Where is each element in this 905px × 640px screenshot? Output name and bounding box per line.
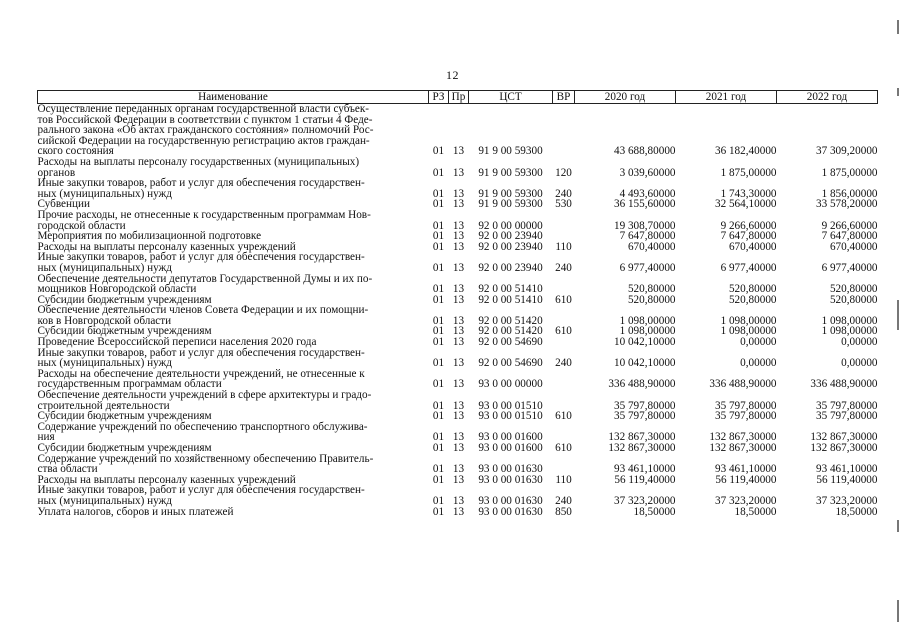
cell-y2020: 132 867,30000 [608, 442, 676, 454]
row-name-line: Содержание учреждений по хозяйственному обеспечению Правитель- [37, 452, 374, 465]
cell-pr: 13 [452, 261, 465, 274]
cell-y2020: 36 155,60000 [613, 198, 676, 211]
cell-rz: 01 [432, 198, 445, 211]
cell-y2020: 19 308,70000 [613, 219, 676, 232]
header-rz: РЗ [429, 91, 449, 104]
cell-cst: 91 9 00 59300 [478, 166, 543, 179]
cell-y2020: 18,50000 [633, 505, 676, 518]
header-cst: ЦСТ [469, 91, 553, 104]
row-name [38, 422, 429, 443]
cell-y2020: 132 867,30000 [608, 431, 676, 444]
cell-vr: 530 [555, 198, 572, 211]
cell-rz: 01 [432, 283, 445, 296]
cell-cst: 92 0 00 23940 [478, 230, 543, 243]
row-name-line: ков в Новгородской области [37, 314, 172, 327]
cell-y2022: 35 797,80000 [815, 399, 878, 412]
cell-y2021: 132 867,30000 [709, 431, 777, 444]
cell-y2020: 3 039,60000 [619, 166, 676, 179]
row-name [38, 210, 429, 231]
scan-edge-marks [885, 0, 899, 640]
cell-y2020: 56 119,40000 [614, 473, 676, 486]
cell-y2022: 520,80000 [829, 283, 878, 296]
cell-pr: 13 [452, 473, 465, 486]
header-name: Наименование [38, 91, 429, 104]
cell-cst: 92 0 00 51420 [478, 325, 543, 338]
cell-cst: 92 0 00 54690 [478, 357, 543, 370]
row-name [38, 252, 429, 273]
cell-vr [553, 274, 575, 295]
cell-y2021: 1 098,00000 [720, 314, 777, 327]
cell-y2020: 6 977,40000 [619, 261, 676, 274]
cell-pr: 13 [452, 399, 465, 412]
row-name-line: Мероприятия по мобилизационной подготовке [37, 230, 262, 243]
cell-rz: 01 [432, 187, 445, 200]
cell-rz: 01 [432, 314, 445, 327]
table-row [38, 252, 878, 273]
cell-rz: 01 [432, 463, 445, 476]
cell-y2022: 18,50000 [835, 505, 878, 518]
cell-cst: 91 9 00 59300 [478, 187, 543, 200]
cell-cst: 92 0 00 51420 [478, 314, 543, 327]
row-name [38, 485, 429, 506]
row-name-line: государственным программам области [37, 378, 222, 391]
row-name [38, 157, 429, 178]
cell-rz: 01 [432, 261, 445, 274]
cell-rz: 01 [432, 505, 445, 518]
row-name-line: Субвенции [37, 198, 90, 211]
cell-y2022: 0,00000 [841, 357, 878, 370]
cell-y2021: 0,00000 [740, 357, 777, 370]
cell-y2021: 1 743,30000 [720, 187, 777, 200]
row-name-line: Обеспечение деятельности депутатов Государственной Думы и их по- [37, 272, 373, 285]
row-name [38, 507, 429, 518]
cell-y2022: 33 578,20000 [815, 198, 878, 211]
cell-pr: 13 [452, 463, 465, 476]
page-number: 12 [446, 68, 459, 82]
row-name-line: Содержание учреждений по обеспечению транспортного обслужива- [37, 420, 368, 433]
row-name [38, 443, 429, 454]
table-row [38, 348, 878, 369]
cell-pr: 13 [452, 145, 465, 158]
cell-y2022: 520,80000 [829, 293, 878, 306]
row-name-line: рального закона «Об актах гражданского состояния» полномочий Рос- [37, 124, 374, 137]
table-row [38, 210, 878, 231]
cell-vr: 110 [555, 473, 572, 486]
cell-rz: 01 [432, 494, 445, 507]
row-name-line: ства области [37, 463, 98, 476]
cell-pr: 13 [452, 314, 465, 327]
cell-pr: 13 [452, 357, 465, 370]
header-vr: ВР [553, 91, 575, 104]
cell-y2021: 1 098,00000 [720, 325, 777, 338]
cell-vr: 850 [555, 505, 572, 518]
cell-y2021: 56 119,40000 [715, 473, 777, 486]
row-name-line: сийской Федерации на государственную регистрацию актов граждан- [37, 134, 370, 147]
cell-cst: 92 0 00 00000 [478, 219, 543, 232]
cell-rz: 01 [432, 166, 445, 179]
cell-vr: 240 [555, 494, 572, 507]
cell-y2020: 520,80000 [627, 283, 676, 296]
cell-y2021: 336 488,90000 [709, 378, 777, 391]
cell-y2022: 93 461,10000 [815, 463, 878, 476]
cell-rz: 01 [432, 240, 445, 253]
cell-y2021: 132 867,30000 [709, 442, 777, 454]
cell-y2022: 37 323,20000 [815, 494, 878, 507]
table-row [38, 485, 878, 506]
row-name-line: Прочие расходы, не отнесенные к государственным программам Нов- [37, 208, 371, 221]
cell-y2022: 670,40000 [829, 240, 878, 253]
cell-y2021: 6 977,40000 [720, 261, 777, 274]
cell-y2021: 9 266,60000 [720, 219, 777, 232]
cell-pr: 13 [452, 293, 465, 306]
cell-y2021: 18,50000 [734, 505, 777, 518]
cell-vr: 610 [555, 410, 572, 423]
cell-y2021: 35 797,80000 [714, 410, 777, 423]
cell-cst: 92 0 00 23940 [478, 240, 543, 253]
header-pr: Пр [449, 91, 469, 104]
cell-pr: 13 [452, 378, 465, 391]
cell-y2021: 37 323,20000 [714, 494, 777, 507]
cell-cst: 92 0 00 51410 [478, 283, 543, 296]
cell-rz: 01 [432, 145, 445, 158]
cell-vr [553, 337, 575, 348]
cell-y2021: 93 461,10000 [714, 463, 777, 476]
cell-y2022: 35 797,80000 [815, 410, 878, 423]
row-name-line: Иные закупки товаров, работ и услуг для обеспечения государствен- [37, 484, 365, 497]
row-name-line: городской области [37, 219, 126, 232]
cell-pr: 13 [452, 410, 465, 423]
cell-y2020: 93 461,10000 [613, 463, 676, 476]
row-name-line: Субсидии бюджетным учреждениям [37, 325, 212, 338]
row-name-line: Субсидии бюджетным учреждениям [37, 442, 212, 454]
table-row [38, 157, 878, 178]
cell-pr: 13 [452, 283, 465, 296]
table-row [38, 390, 878, 411]
cell-y2022: 1 856,00000 [821, 187, 878, 200]
cell-y2022: 7 647,80000 [821, 230, 878, 243]
cell-y2021: 36 182,40000 [714, 145, 777, 158]
cell-y2021: 0,00000 [740, 336, 777, 349]
row-name [38, 104, 429, 157]
cell-y2020: 35 797,80000 [613, 399, 676, 412]
row-name [38, 178, 429, 199]
cell-y2021: 35 797,80000 [714, 399, 777, 412]
row-name [38, 274, 429, 295]
cell-cst: 93 0 00 01510 [478, 399, 543, 412]
cell-y2020: 520,80000 [627, 293, 676, 306]
budget-table [37, 90, 878, 517]
cell-y2021: 32 564,10000 [714, 198, 777, 211]
row-name-line: Обеспечение деятельности членов Совета Федерации и их помощни- [37, 304, 369, 317]
row-name-line: ных (муниципальных) нужд [37, 187, 172, 200]
cell-y2022: 132 867,30000 [810, 442, 878, 454]
cell-rz: 01 [432, 336, 445, 349]
table-row [38, 422, 878, 443]
cell-vr [553, 422, 575, 443]
cell-y2022: 1 875,00000 [821, 166, 878, 179]
table-row [38, 507, 878, 518]
row-name-line: Осуществление переданных органам государственной власти субъек- [37, 103, 370, 115]
cell-rz: 01 [432, 431, 445, 444]
cell-rz: 01 [432, 357, 445, 370]
cell-cst: 92 0 00 54690 [478, 336, 543, 349]
header-2021: 2021 год [676, 91, 777, 104]
cell-rz: 01 [432, 378, 445, 391]
table-row [38, 369, 878, 390]
cell-pr: 13 [452, 230, 465, 243]
row-name-line: ского состояния [37, 145, 114, 158]
cell-pr: 13 [452, 198, 465, 211]
cell-y2020: 1 098,00000 [619, 314, 676, 327]
row-name-line: мощников Новгородской области [37, 283, 197, 296]
cell-y2020: 37 323,20000 [613, 494, 676, 507]
cell-y2020: 35 797,80000 [613, 410, 676, 423]
row-name-line: органов [37, 166, 76, 179]
cell-vr [553, 369, 575, 390]
cell-vr [553, 210, 575, 231]
cell-vr: 610 [555, 442, 572, 454]
cell-pr: 13 [452, 431, 465, 444]
cell-vr: 120 [555, 166, 572, 179]
row-name-line: ния [37, 431, 55, 444]
cell-pr: 13 [452, 336, 465, 349]
table-row [38, 443, 878, 454]
cell-rz: 01 [432, 230, 445, 243]
cell-pr: 13 [452, 187, 465, 200]
cell-y2020: 4 493,60000 [619, 187, 676, 200]
row-name-line: ных (муниципальных) нужд [37, 357, 172, 370]
cell-cst: 93 0 00 01630 [478, 494, 543, 507]
cell-cst: 91 9 00 59300 [478, 145, 543, 158]
cell-cst: 91 9 00 59300 [478, 198, 543, 211]
cell-rz: 01 [432, 293, 445, 306]
table-body [38, 104, 878, 518]
cell-cst: 93 0 00 01630 [478, 473, 543, 486]
cell-y2022: 132 867,30000 [810, 431, 878, 444]
table-row [38, 305, 878, 326]
cell-y2020: 1 098,00000 [619, 325, 676, 338]
cell-cst: 93 0 00 01630 [478, 463, 543, 476]
row-name [38, 305, 429, 326]
cell-vr: 240 [555, 357, 572, 370]
cell-pr: 13 [452, 219, 465, 232]
cell-y2022: 56 119,40000 [816, 473, 878, 486]
row-name-line: Иные закупки товаров, работ и услуг для обеспечения государствен- [37, 177, 365, 190]
table-row [38, 104, 878, 157]
row-name-line: Расходы на выплаты персоналу казенных учреждений [37, 240, 296, 253]
cell-y2022: 1 098,00000 [821, 325, 878, 338]
row-name [38, 348, 429, 369]
cell-vr: 240 [555, 261, 572, 274]
cell-rz: 01 [432, 410, 445, 423]
cell-rz: 01 [432, 473, 445, 486]
cell-pr: 13 [452, 442, 465, 454]
row-name-line: ных (муниципальных) нужд [37, 261, 172, 274]
table-row [38, 178, 878, 199]
cell-vr [553, 390, 575, 411]
cell-vr [553, 104, 575, 157]
cell-cst: 92 0 00 23940 [478, 261, 543, 274]
cell-y2022: 37 309,20000 [815, 145, 878, 158]
cell-y2020: 670,40000 [627, 240, 676, 253]
cell-pr: 13 [452, 494, 465, 507]
cell-y2020: 10 042,10000 [613, 357, 676, 370]
cell-y2021: 670,40000 [728, 240, 777, 253]
row-name-line: Уплата налогов, сборов и иных платежей [37, 505, 234, 518]
cell-pr: 13 [452, 240, 465, 253]
header-2020: 2020 год [575, 91, 676, 104]
cell-y2020: 10 042,10000 [613, 336, 676, 349]
cell-y2020: 336 488,90000 [608, 378, 676, 391]
row-name-line: Расходы на выплаты персоналу казенных учреждений [37, 473, 296, 486]
cell-rz: 01 [432, 325, 445, 338]
cell-cst: 93 0 00 01600 [478, 442, 543, 454]
cell-vr: 240 [555, 187, 572, 200]
cell-pr: 13 [452, 505, 465, 518]
cell-y2022: 9 266,60000 [821, 219, 878, 232]
row-name-line: Субсидии бюджетным учреждениям [37, 293, 212, 306]
cell-vr [553, 305, 575, 326]
cell-cst: 93 0 00 01600 [478, 431, 543, 444]
cell-y2022: 1 098,00000 [821, 314, 878, 327]
cell-pr: 13 [452, 325, 465, 338]
cell-rz: 01 [432, 399, 445, 412]
row-name-line: Проведение Всероссийской переписи населения 2020 года [37, 336, 317, 349]
cell-vr: 110 [555, 240, 572, 253]
row-name [38, 454, 429, 475]
cell-rz: 01 [432, 219, 445, 232]
header-2022: 2022 год [777, 91, 878, 104]
cell-y2020: 43 688,80000 [613, 145, 676, 158]
row-name-line: Расходы на обеспечение деятельности учреждений, не отнесенные к [37, 367, 365, 380]
cell-y2020: 7 647,80000 [619, 230, 676, 243]
cell-pr: 13 [452, 166, 465, 179]
cell-y2021: 1 875,00000 [720, 166, 777, 179]
row-name-line: Субсидии бюджетным учреждениям [37, 410, 212, 423]
cell-cst: 92 0 00 51410 [478, 293, 543, 306]
cell-y2021: 7 647,80000 [720, 230, 777, 243]
cell-y2022: 0,00000 [841, 336, 878, 349]
table-header-row [38, 91, 878, 104]
cell-vr [553, 454, 575, 475]
cell-cst: 93 0 00 01630 [478, 505, 543, 518]
cell-y2022: 6 977,40000 [821, 261, 878, 274]
cell-rz: 01 [432, 442, 445, 454]
cell-vr: 610 [555, 325, 572, 338]
row-name [38, 390, 429, 411]
table-row [38, 274, 878, 295]
cell-cst: 93 0 00 00000 [478, 378, 543, 391]
row-name-line: Иные закупки товаров, работ и услуг для обеспечения государствен- [37, 251, 365, 264]
cell-y2021: 520,80000 [728, 283, 777, 296]
row-name-line: Обеспечение деятельности учреждений в сфере архитектуры и градо- [37, 389, 372, 402]
cell-vr: 610 [555, 293, 572, 306]
row-name-line: строительной деятельности [37, 399, 170, 412]
table-row [38, 454, 878, 475]
cell-y2021: 520,80000 [728, 293, 777, 306]
row-name-line: тов Российской Федерации в соответствии с пунктом 1 статьи 4 Феде- [37, 113, 373, 126]
row-name-line: Расходы на выплаты персоналу государственных (муниципальных) [37, 155, 360, 168]
row-name-line: ных (муниципальных) нужд [37, 494, 172, 507]
row-name [38, 369, 429, 390]
cell-y2022: 336 488,90000 [810, 378, 878, 391]
row-name-line: Иные закупки товаров, работ и услуг для обеспечения государствен- [37, 346, 365, 359]
cell-cst: 93 0 00 01510 [478, 410, 543, 423]
